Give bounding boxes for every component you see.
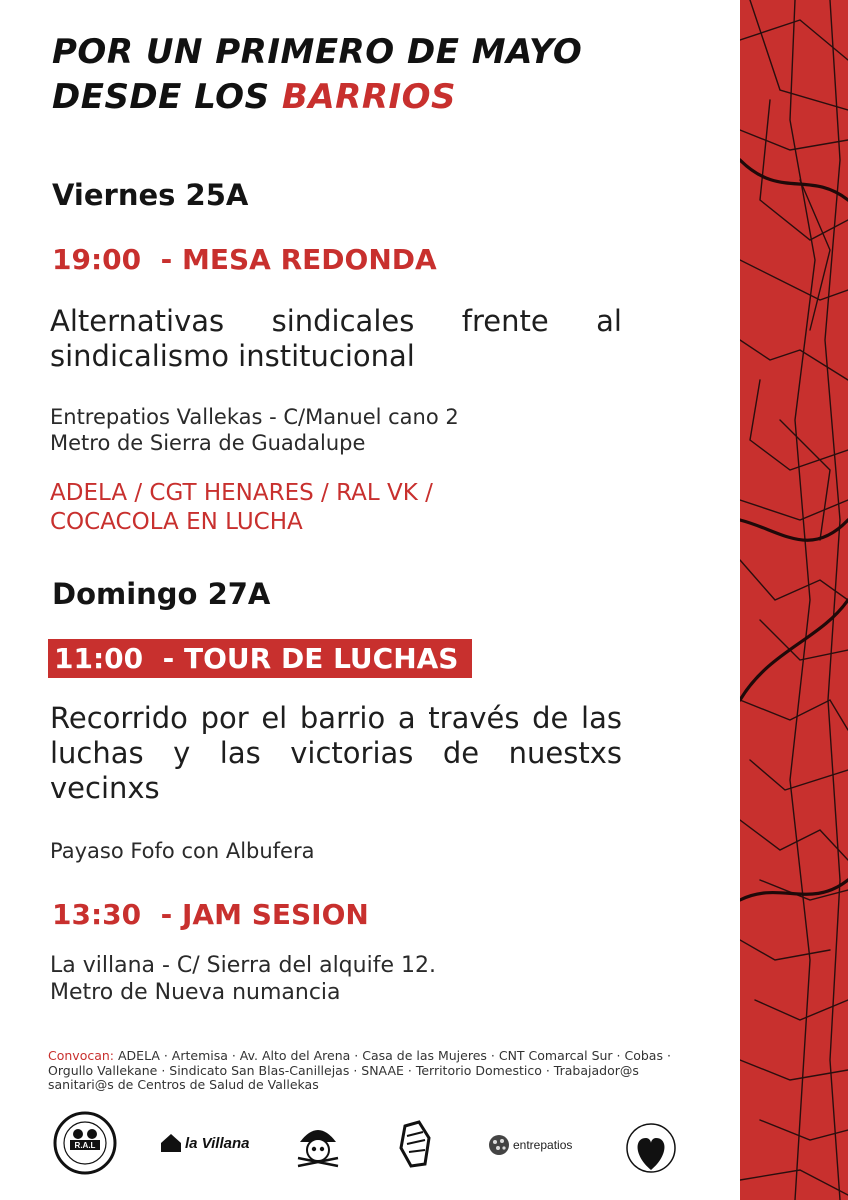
fist-logo bbox=[395, 1118, 435, 1170]
heart-globe-icon bbox=[620, 1112, 682, 1178]
entrepatios-mark-icon bbox=[488, 1134, 510, 1156]
ral-logo bbox=[52, 1110, 118, 1176]
sumate-logo bbox=[620, 1112, 682, 1178]
ral-logo-mid: R.A.L bbox=[74, 1141, 96, 1150]
participants-line: ADELA / CGT HENARES / RAL VK / bbox=[50, 480, 433, 506]
convocan-organizations: ADELA · Artemisa · Av. Alto del Arena · Casa de las Mujeres · CNT Comarcal Sur · Cobas · Orgullo Vallekane · Sindicato San Blas-Canillejas · SNAAE · Territorio Domestico · Trabajador@s sanitari@s de Centros de Salud de Vallekas bbox=[48, 1048, 671, 1092]
friday-event-time: 19:00 bbox=[52, 243, 142, 276]
villana-logo bbox=[160, 1128, 270, 1158]
sunday-event1-title bbox=[48, 639, 472, 678]
sunday-event1-description: Recorrido por el barrio a través de las luchas y las victorias de nuestxs vecinxs bbox=[50, 701, 622, 805]
jam-location-line: Metro de Nueva numancia bbox=[50, 980, 341, 1005]
friday-event-description: Alternativas sindicales frente al sindicalismo institucional bbox=[50, 304, 622, 373]
entrepatios-logo-name: entrepatios bbox=[513, 1138, 573, 1152]
friday-event-title bbox=[52, 243, 437, 276]
friday-event-name: - MESA REDONDA bbox=[160, 243, 437, 276]
sunday-event1-name: - TOUR DE LUCHAS bbox=[162, 642, 459, 675]
sunday-event2-name: - JAM SESION bbox=[160, 898, 369, 931]
headline-line1: POR UN PRIMERO DE MAYO bbox=[52, 32, 583, 72]
convocan-label: Convocan: bbox=[48, 1048, 115, 1063]
headline-line2-prefix: DESDE LOS bbox=[52, 77, 282, 117]
sunday-event2-time: 13:30 bbox=[52, 898, 142, 931]
street-map-lines bbox=[740, 0, 848, 1200]
convocan-list bbox=[48, 1049, 698, 1093]
friday-event-location bbox=[50, 404, 459, 456]
poster-headline bbox=[52, 30, 732, 120]
sunday-event2-title bbox=[52, 898, 369, 931]
house-icon bbox=[160, 1133, 182, 1153]
sunday-heading: Domingo 27A bbox=[52, 577, 271, 611]
fist-icon bbox=[395, 1118, 435, 1170]
friday-location-line: Entrepatios Vallekas - C/Manuel cano 2 bbox=[50, 405, 459, 429]
friday-location-line: Metro de Sierra de Guadalupe bbox=[50, 431, 366, 455]
pirate-logo bbox=[290, 1114, 346, 1174]
entrepatios-logo bbox=[488, 1130, 588, 1160]
sunday-event2-location bbox=[50, 952, 436, 1006]
street-map-band bbox=[740, 0, 848, 1200]
pirate-skull-icon bbox=[290, 1114, 346, 1174]
sunday-event1-time: 11:00 bbox=[54, 642, 144, 675]
villana-logo-name: la Villana bbox=[185, 1134, 250, 1152]
participants-line: COCACOLA EN LUCHA bbox=[50, 509, 303, 535]
friday-heading: Viernes 25A bbox=[52, 178, 249, 212]
sunday-event1-guest: Payaso Fofo con Albufera bbox=[50, 839, 315, 863]
jam-location-line: La villana - C/ Sierra del alquife 12. bbox=[50, 953, 436, 978]
headline-line2-accent: BARRIOS bbox=[281, 77, 457, 117]
friday-event-participants bbox=[50, 479, 433, 537]
